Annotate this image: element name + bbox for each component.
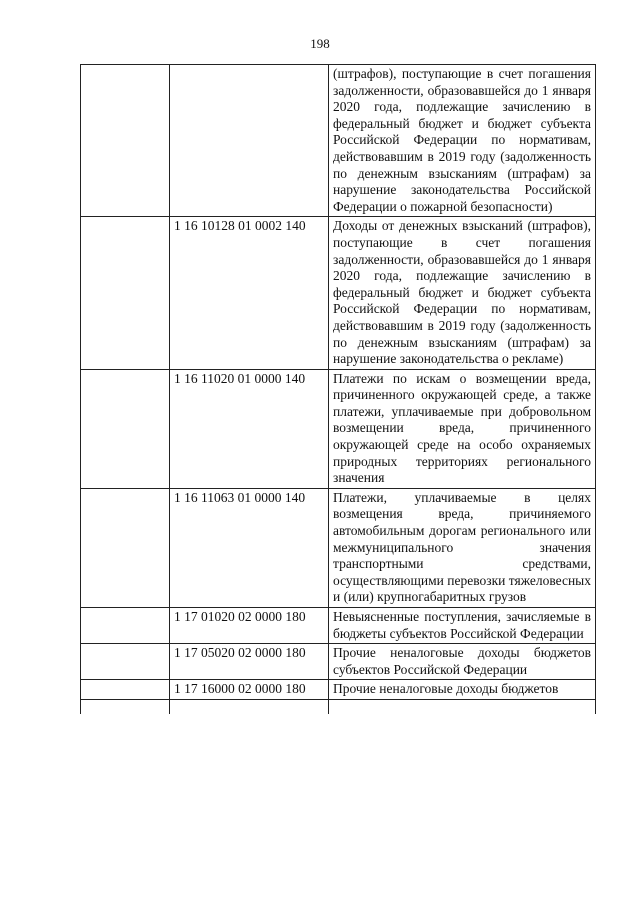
table-row bbox=[81, 644, 596, 680]
code-cell bbox=[170, 65, 329, 217]
code-cell: 1 16 10128 01 0002 140 bbox=[170, 217, 329, 369]
blank-cell bbox=[81, 680, 170, 700]
blank-cell bbox=[81, 644, 170, 680]
blank-cell bbox=[81, 608, 170, 644]
code-cell: 1 16 11020 01 0000 140 bbox=[170, 369, 329, 488]
blank-cell bbox=[329, 699, 596, 714]
description-cell: Прочие неналоговые доходы бюджетов субъектов Российской Федерации bbox=[329, 644, 596, 680]
table-row bbox=[81, 608, 596, 644]
budget-codes-table bbox=[80, 64, 596, 714]
table-row bbox=[81, 488, 596, 607]
table-row bbox=[81, 680, 596, 700]
blank-cell bbox=[170, 699, 329, 714]
page-number: 198 bbox=[310, 36, 330, 51]
description-cell: Невыясненные поступления, зачисляемые в бюджеты субъектов Российской Федерации bbox=[329, 608, 596, 644]
code-cell: 1 17 16000 02 0000 180 bbox=[170, 680, 329, 700]
code-cell: 1 17 05020 02 0000 180 bbox=[170, 644, 329, 680]
blank-cell bbox=[81, 217, 170, 369]
table-row-cut bbox=[81, 699, 596, 714]
table-row bbox=[81, 65, 596, 217]
blank-cell bbox=[81, 65, 170, 217]
blank-cell bbox=[81, 488, 170, 607]
blank-cell bbox=[81, 369, 170, 488]
blank-cell bbox=[81, 699, 170, 714]
description-cell: Доходы от денежных взысканий (штрафов), поступающие в счет погашения задолженности, образовавшейся до 1 января 2020 года, подлежащие зачислению в федеральный бюджет и бюджет субъекта Российской Федерации по нормативам, действовавшим в 2019 году (задолженность по денежным взысканиям (штрафам) за нарушение законодательства о рекламе) bbox=[329, 217, 596, 369]
description-cell: (штрафов), поступающие в счет погашения задолженности, образовавшейся до 1 января 2020 года, подлежащие зачислению в федеральный бюджет и бюджет субъекта Российской Федерации по нормативам, действовавшим в 2019 году (задолженность по денежным взысканиям (штрафам) за нарушение законодательства Российской Федерации о пожарной безопасности) bbox=[329, 65, 596, 217]
table-row bbox=[81, 369, 596, 488]
code-cell: 1 16 11063 01 0000 140 bbox=[170, 488, 329, 607]
code-cell: 1 17 01020 02 0000 180 bbox=[170, 608, 329, 644]
table-row bbox=[81, 217, 596, 369]
description-cell: Прочие неналоговые доходы бюджетов bbox=[329, 680, 596, 700]
description-cell: Платежи по искам о возмещении вреда, причиненного окружающей среде, а также платежи, уплачиваемые при добровольном возмещении вреда, причиненного окружающей среде на особо охраняемых природных территориях регионального значения bbox=[329, 369, 596, 488]
description-cell: Платежи, уплачиваемые в целях возмещения вреда, причиняемого автомобильным дорогам регионального или межмуниципального значения транспортными средствами, осуществляющими перевозки тяжеловесных и (или) крупногабаритных грузов bbox=[329, 488, 596, 607]
